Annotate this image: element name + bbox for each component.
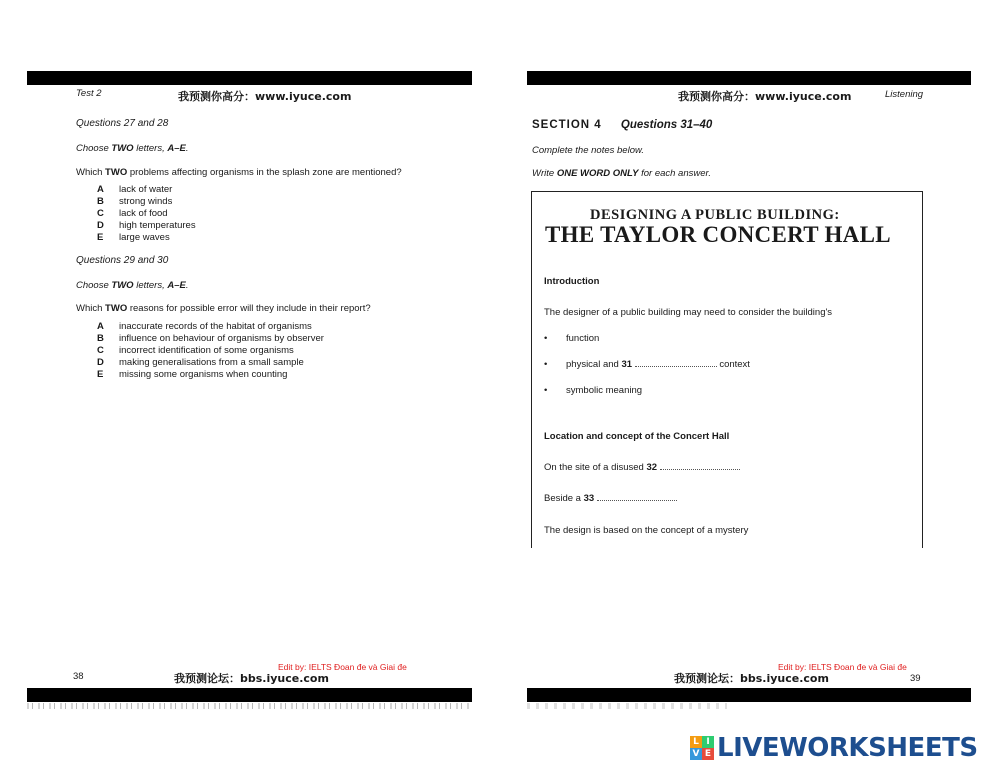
left-page-number: 38 [73, 671, 84, 682]
q29-option-c: C incorrect identification of some organisms [97, 345, 294, 356]
answer-blank-31[interactable] [635, 359, 717, 367]
q29-option-a: A inaccurate records of the habitat of organisms [97, 321, 312, 332]
left-edit-note: Edit by: IELTS Đoan đe và Giai đe [278, 662, 407, 672]
q27-heading: Questions 27 and 28 [76, 118, 169, 129]
instruction-complete-notes: Complete the notes below. [532, 145, 644, 156]
q29-option-e: E missing some organisms when counting [97, 369, 288, 380]
q27-instruction: Choose TWO letters, A–E. [76, 143, 189, 154]
q29-option-b: B influence on behaviour of organisms by observer [97, 333, 324, 344]
bullet-dot-icon: • [544, 333, 548, 344]
right-bottom-bar [527, 688, 971, 702]
location-heading: Location and concept of the Concert Hall [544, 431, 730, 442]
line-mystery: The design is based on the concept of a mystery [544, 525, 749, 536]
q27-option-b: B strong winds [97, 196, 173, 207]
liveworksheets-logo[interactable] [690, 733, 978, 763]
answer-blank-33[interactable] [597, 493, 677, 501]
liveworksheets-mark-icon: L I V E [690, 736, 714, 760]
bullet-dot-icon: • [544, 385, 548, 396]
bullet-physical-context: • physical and 31 context [544, 359, 750, 370]
line-32: On the site of a disused 32 [544, 462, 740, 473]
q27-option-d: D high temperatures [97, 220, 196, 231]
answer-blank-32[interactable] [660, 462, 740, 470]
right-header-listening: Listening [885, 89, 924, 100]
q27-option-c: C lack of food [97, 208, 168, 219]
intro-text: The designer of a public building may need to consider the building's [544, 307, 833, 318]
left-bottom-bar [27, 688, 472, 702]
left-top-bar [27, 71, 472, 85]
right-footer-forum: 我预测论坛：bbs.iyuce.com [674, 672, 829, 685]
right-scan-noise [527, 703, 727, 709]
instruction-one-word: Write ONE WORD ONLY for each answer. [532, 168, 711, 179]
right-page-number: 39 [910, 673, 921, 684]
q27-option-e: E large waves [97, 232, 170, 243]
left-header-test-label: Test 2 [76, 88, 102, 99]
left-footer-forum: 我预测论坛：bbs.iyuce.com [174, 672, 329, 685]
right-edit-note: Edit by: IELTS Đoan đe và Giai đe [778, 662, 907, 672]
q27-question: Which TWO problems affecting organisms in the splash zone are mentioned? [76, 167, 402, 178]
notes-title-line1: DESIGNING A PUBLIC BUILDING: [590, 207, 840, 223]
bullet-function: • function [544, 333, 600, 344]
right-top-bar [527, 71, 971, 85]
q29-question: Which TWO reasons for possible error will they include in their report? [76, 303, 371, 314]
right-header-site: 我预测你高分：www.iyuce.com [678, 90, 852, 103]
q29-option-d: D making generalisations from a small sample [97, 357, 304, 368]
line-33: Beside a 33 [544, 493, 677, 504]
bullet-dot-icon: • [544, 359, 548, 370]
bullet-symbolic: • symbolic meaning [544, 385, 643, 396]
intro-heading: Introduction [544, 276, 600, 287]
section-heading: SECTION 4 Questions 31–40 [532, 119, 713, 131]
q29-instruction: Choose TWO letters, A–E. [76, 280, 189, 291]
q29-heading: Questions 29 and 30 [76, 255, 169, 266]
liveworksheets-wordmark: LIVEWORKSHEETS [717, 733, 978, 763]
q27-option-a: A lack of water [97, 184, 173, 195]
left-header-site: 我预测你高分：www.iyuce.com [178, 90, 352, 103]
left-scan-noise [27, 703, 472, 709]
notes-title-line2: THE TAYLOR CONCERT HALL [545, 222, 891, 247]
